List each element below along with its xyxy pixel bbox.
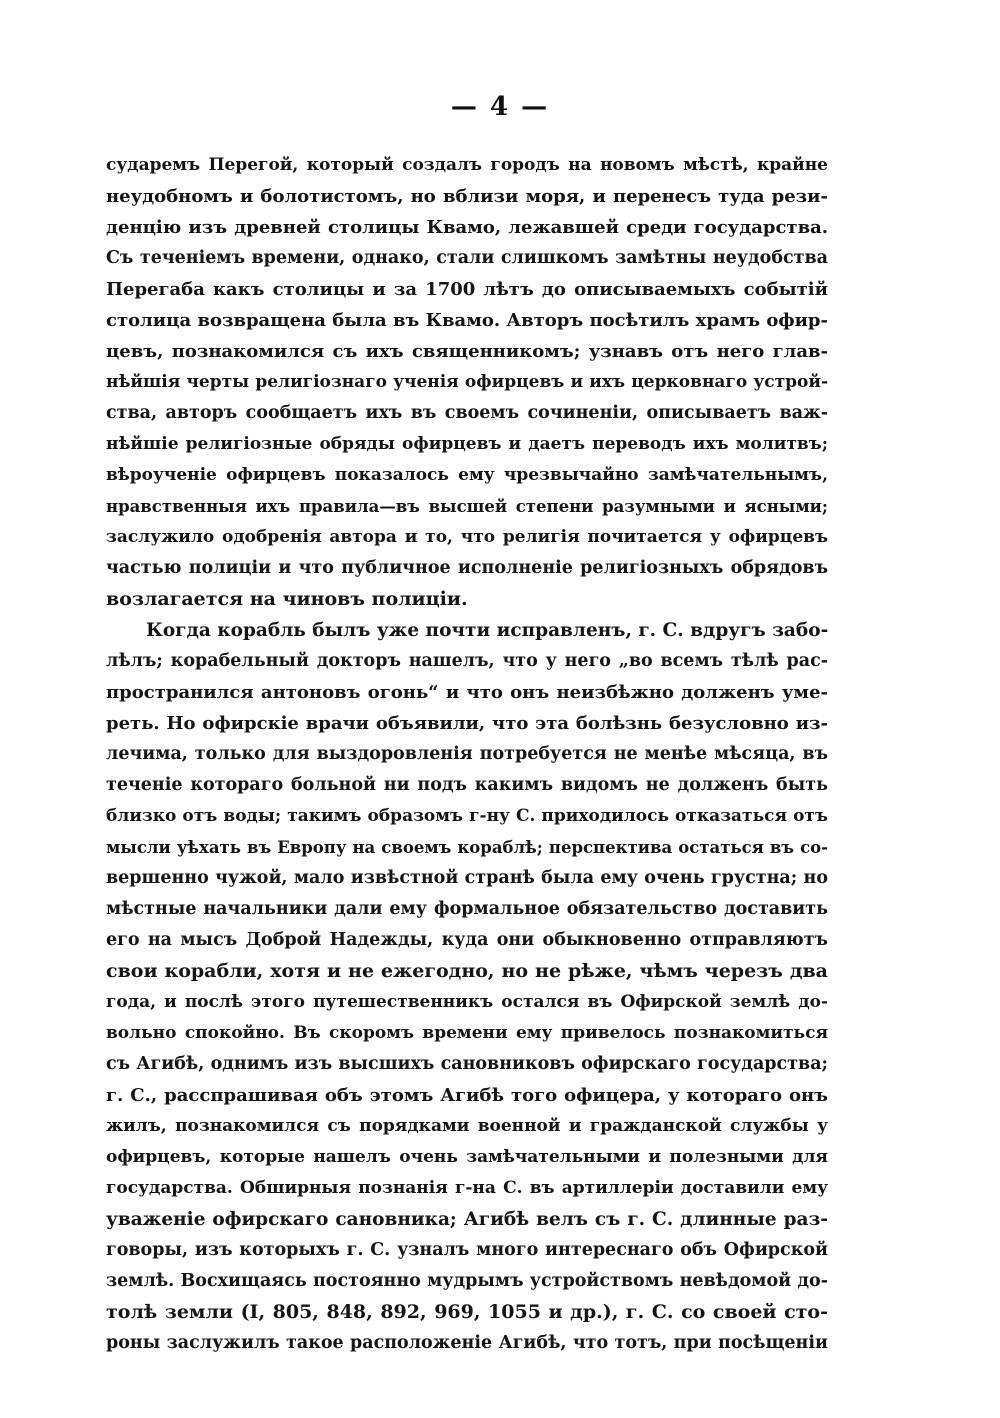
text-line: г. С., расспрашивая объ этомъ Агибѣ того офицера, у котораго онъ xyxy=(106,1085,828,1106)
text-line: землѣ. Восхищаясь постоянно мудрымъ устройствомъ невѣдомой до- xyxy=(106,1271,828,1291)
text-line: его на мысъ Доброй Надежды, куда они обыкновенно отправляютъ xyxy=(106,930,828,950)
text-line: Когда корабль былъ уже почти исправленъ, г. С. вдругъ забо- xyxy=(146,620,828,641)
text-line: нравственныя ихъ правила—въ высшей степени разумными и ясными; xyxy=(106,497,828,516)
text-line: нѣйшіе религіозные обряды офирцевъ и даетъ переводъ ихъ молитвъ; xyxy=(106,434,828,454)
text-line: толѣ земли (I, 805, 848, 892, 969, 1055 и др.), г. С. со своей сто- xyxy=(106,1301,828,1323)
text-line: вольно спокойно. Въ скоромъ времени ему привелось познакомиться xyxy=(106,1023,828,1043)
paragraph xyxy=(106,615,828,1359)
text-line: свои корабли, хотя и не ежегодно, но не рѣже, чѣмъ черезъ два xyxy=(106,960,828,982)
text-line: цевъ, познакомился съ ихъ священникомъ; узнавъ отъ него глав- xyxy=(106,341,828,362)
text-line: Перегаба какъ столицы и за 1700 лѣтъ до описываемыхъ событій xyxy=(106,279,828,300)
text-line: лѣлъ; корабельный докторъ нашелъ, что у него „во всемъ тѣлѣ рас- xyxy=(106,651,828,671)
text-line: жилъ, познакомился съ порядками военной и гражданской службы у xyxy=(106,1116,828,1136)
text-line: реть. Но офирскіе врачи объявили, что эта болѣзнь безусловно из- xyxy=(106,713,828,734)
text-line: лечима, только для выздоровленія потребуется не менѣе мѣсяца, въ xyxy=(106,744,828,764)
page-number: — 4 — xyxy=(450,92,550,122)
text-line: ства, авторъ сообщаетъ ихъ въ своемъ сочиненіи, описываетъ важ- xyxy=(106,403,828,423)
text-line: близко отъ воды; такимъ образомъ г-ну С. приходилось отказаться отъ xyxy=(106,806,828,826)
text-line: говоры, изъ которыхъ г. С. узналъ много интереснаго объ Офирской xyxy=(106,1240,828,1260)
text-line: Съ теченіемъ времени, однако, стали слишкомъ замѣтны неудобства xyxy=(106,248,828,268)
text-line: государства. Обширныя познанія г-на С. въ артиллеріи доставили ему xyxy=(106,1178,828,1198)
text-line: года, и послѣ этого путешественникъ остался въ Офирской землѣ до- xyxy=(106,992,828,1012)
text-line: неудобномъ и болотистомъ, но вблизи моря, и перенесъ туда рези- xyxy=(106,186,828,207)
text-line: пространился антоновъ огонь“ и что онъ неизбѣжно долженъ уме- xyxy=(106,682,828,703)
text-line: возлагается на чиновъ полиціи. xyxy=(106,588,468,610)
text-line: роны заслужилъ такое расположеніе Агибѣ, что тотъ, при посѣщеніи xyxy=(106,1333,828,1353)
text-line: частью полиціи и что публичное исполненіе религіозныхъ обрядовъ xyxy=(106,558,828,578)
text-line: уваженіе офирскаго сановника; Агибѣ велъ съ г. С. длинные раз- xyxy=(106,1209,828,1230)
text-line: мысли уѣхать въ Европу на своемъ кораблѣ; перспектива остаться въ со- xyxy=(106,838,828,857)
text-line: столица возвращена была въ Квамо. Авторъ посѣтилъ храмъ офир- xyxy=(106,310,828,331)
text-line: съ Агибѣ, однимъ изъ высшихъ сановниковъ офирскаго государства; xyxy=(106,1054,828,1074)
text-line: теченіе котораго больной ни подъ какимъ видомъ не долженъ быть xyxy=(106,775,828,795)
text-line: денцію изъ древней столицы Квамо, лежавшей среди государства. xyxy=(106,217,828,238)
text-line: заслужило одобренія автора и то, что религія почитается у офирцевъ xyxy=(106,527,828,547)
paragraph xyxy=(106,150,828,615)
text-line: сударемъ Перегой, который создалъ городъ на новомъ мѣстѣ, крайне xyxy=(106,155,828,175)
text-line: нѣйшія черты религіознаго ученія офирцевъ и ихъ церковнаго устрой- xyxy=(106,372,828,392)
text-line: вершенно чужой, мало извѣстной странѣ была ему очень грустна; но xyxy=(106,868,828,888)
text-line: вѣроученіе офирцевъ показалось ему чрезвычайно замѣчательнымъ, xyxy=(106,465,828,485)
body-text xyxy=(106,150,828,1359)
text-line: офирцевъ, которые нашелъ очень замѣчательными и полезными для xyxy=(106,1147,828,1167)
text-line: мѣстные начальники дали ему формальное обязательство доставить xyxy=(106,899,828,919)
